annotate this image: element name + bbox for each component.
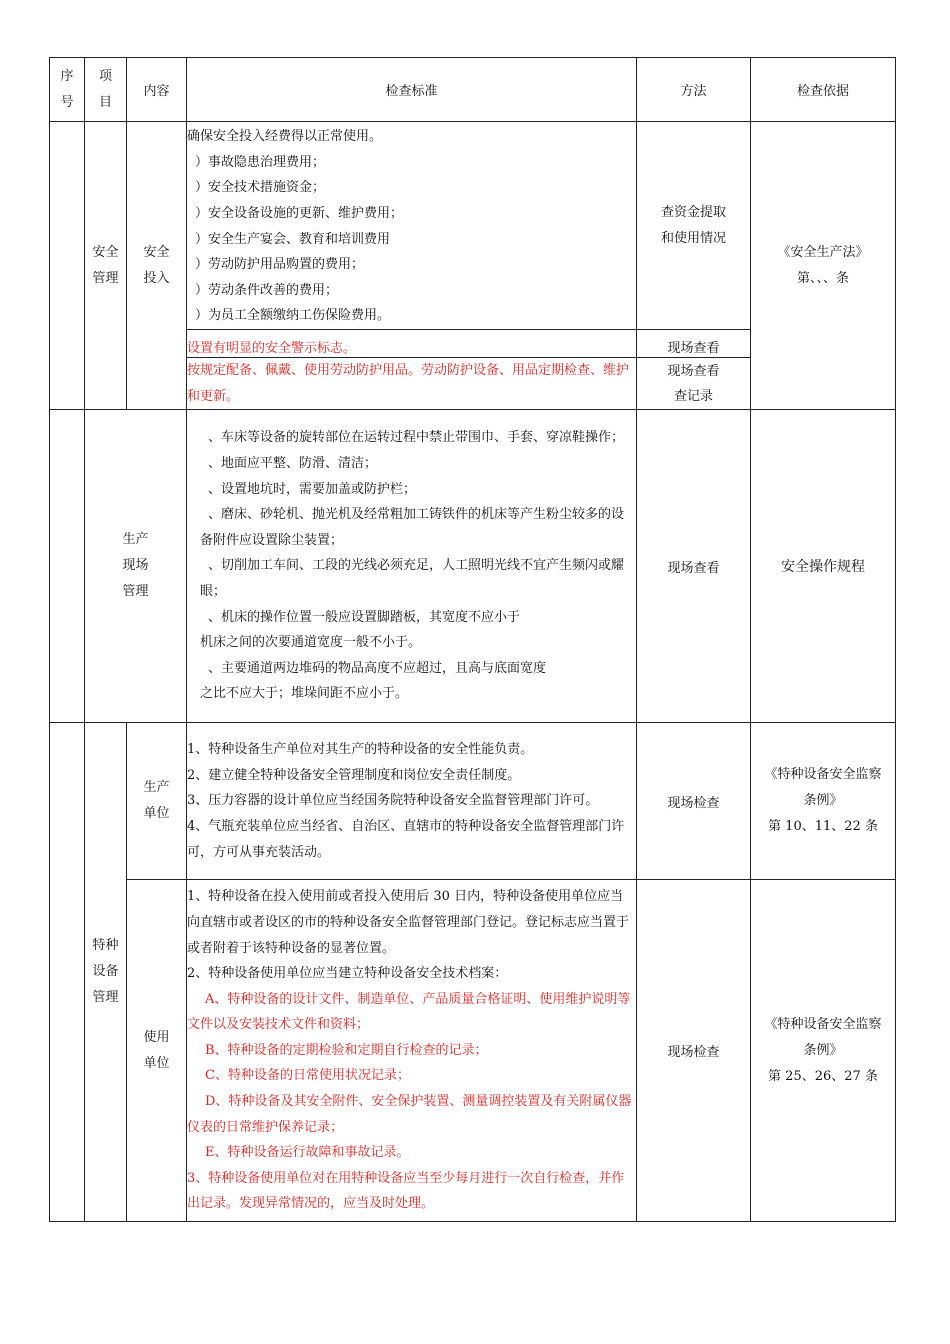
section1-method: 查资金提取 和使用情况 — [637, 122, 751, 330]
section1-row2-method: 现场查看 — [637, 330, 751, 358]
section3-item: 特种 设备 管理 — [85, 723, 127, 1222]
header-item: 项 目 — [85, 58, 127, 122]
header-content: 内容 — [127, 58, 187, 122]
header-row — [50, 58, 896, 122]
section3-sub1-criteria: 1、特种设备生产单位对其生产的特种设备的安全性能负责。 2、建立健全特种设备安全管理制度和岗位安全责任制度。 3、压力容器的设计单位应当经国务院特种设备安全监督管理部门许可。 4、气瓶充装单位应当经省、自治区、直辖市的特种设备安全监督管理部门许可，方可从事充装活动。 — [187, 723, 637, 880]
section3-sub2-content: 使用 单位 — [127, 880, 187, 1222]
section2-seq — [50, 410, 85, 723]
section2-criteria: 、车床等设备的旋转部位在运转过程中禁止带围巾、手套、穿凉鞋操作； 、地面应平整、防滑、清洁； 、设置地坑时，需要加盖或防护栏； 、磨床、砂轮机、抛光机及经常粗加工铸铁件的机床等产生粉尘较多的设备附件应设置除尘装置； 、切削加工车间、工段的光线必须充足，人工照明光线不宜产生频闪或耀眼； 、机床的操作位置一般应设置脚踏板，其宽度不应小于 机床之间的次要通道宽度一般不小于。 、主要通道两边堆码的物品高度不应超过，且高与底面宽度 之比不应大于；堆垛间距不应小于。 — [187, 410, 637, 723]
inspection-table — [49, 57, 896, 1222]
header-basis: 检查依据 — [751, 58, 896, 122]
section3-sub1-content: 生产 单位 — [127, 723, 187, 880]
section1-content: 安全 投入 — [127, 122, 187, 410]
section3-sub2-criteria: 1、特种设备在投入使用前或者投入使用后 30 日内，特种设备使用单位应当向直辖市或者设区的市的特种设备安全监督管理部门登记。登记标志应当置于或者附着于该特种设备的显著位置。 2、特种设备使用单位应当建立特种设备安全技术档案： A、特种设备的设计文件、制造单位、产品质量合格证明、使用维护说明等文件以及安装技术文件和资料； B、特种设备的定期检验和定期自行检查的记录； C、特种设备的日常使用状况记录； D、特种设备及其安全附件、安全保护装置、测量调控装置及有关附属仪器仪表的日常维护保养记录； E、特种设备运行故障和事故记录。 3、特种设备使用单位对在用特种设备应当至少每月进行一次自行检查，并作出记录。发现异常情况的，应当及时处理。 — [187, 880, 637, 1222]
section1-row3-criteria: 按规定配备、佩戴、使用劳动防护用品。劳动防护设备、用品定期检查、维护和更新。 — [187, 358, 637, 410]
section3-sub1-method: 现场检查 — [637, 723, 751, 880]
section1-basis: 《安全生产法》 第、、、条 — [751, 122, 896, 410]
section2-basis: 安全操作规程 — [751, 410, 896, 723]
section3-row2 — [50, 880, 896, 1222]
section2-method: 现场查看 — [637, 410, 751, 723]
section1-row2-criteria: 设置有明显的安全警示标志。 — [187, 330, 637, 358]
section2-item: 生产 现场 管理 — [85, 410, 187, 723]
header-standard: 检查标准 — [187, 58, 637, 122]
section1-criteria: 确保安全投入经费得以正常使用。 ）事故隐患治理费用； ）安全技术措施资金； ）安全设备设施的更新、维护费用； ）安全生产宴会、教育和培训费用 ）劳动防护用品购置的费用； ）劳动条件改善的费用； ）为员工全额缴纳工伤保险费用。 — [187, 122, 637, 330]
section1-item: 安全 管理 — [85, 122, 127, 410]
section3-row1 — [50, 723, 896, 880]
section2-row — [50, 410, 896, 723]
header-seq: 序 号 — [50, 58, 85, 122]
section1-row1 — [50, 122, 896, 330]
section3-sub1-basis: 《特种设备安全监察 条例》 第 10、11、22 条 — [751, 723, 896, 880]
section3-sub2-method: 现场检查 — [637, 880, 751, 1222]
header-method: 方法 — [637, 58, 751, 122]
section3-sub2-basis: 《特种设备安全监察 条例》 第 25、26、27 条 — [751, 880, 896, 1222]
section1-seq — [50, 122, 85, 410]
section1-row3-method: 现场查看 查记录 — [637, 358, 751, 410]
section3-seq — [50, 723, 85, 1222]
